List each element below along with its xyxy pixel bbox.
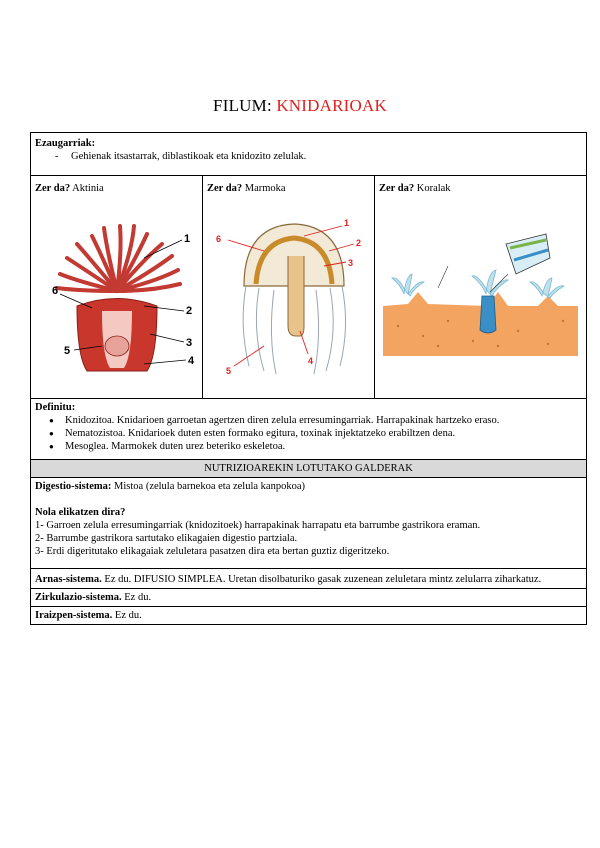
definitu-item: ● Knidozitoa. Knidarioen garroetan agertzen diren zelula erresumingarriak. Harrapakinak hartzeko eraso. — [65, 414, 582, 427]
zirkulazio-text: Ez du. — [124, 592, 152, 603]
koralak-cell — [375, 176, 587, 399]
coral-polyp-section — [480, 296, 496, 333]
coral-zoom-detail — [506, 234, 550, 274]
zirkulazio-cell — [31, 589, 587, 607]
iraizpen-row — [31, 607, 587, 625]
nutrizio-header-row — [31, 460, 587, 478]
page-title — [0, 96, 600, 116]
aktinia-number-5: 5 — [63, 345, 70, 357]
nutrizio-header: NUTRIZIOAREKIN LOTUTAKO GALDERAK — [31, 460, 587, 478]
aktinia-name: Aktinia — [72, 183, 104, 194]
aktinia-number-1: 1 — [183, 233, 190, 245]
aktinia-tentacles — [57, 226, 180, 291]
koralak-name: Koralak — [416, 183, 451, 194]
aktinia-cell — [31, 176, 203, 399]
definitu-row — [31, 399, 587, 460]
iraizpen-text: Ez du. — [114, 610, 142, 621]
marmoka-name: Marmoka — [244, 183, 286, 194]
arnas-cell — [31, 569, 587, 589]
marmoka-question: Zer da? — [207, 183, 243, 194]
iraizpen-cell — [31, 607, 587, 625]
definitu-item: ● Mesoglea. Marmokek duten urez beteriko eskeletoa. — [65, 440, 582, 453]
marmoka-manubrium — [288, 256, 304, 336]
aktinia-number-6: 6 — [51, 285, 58, 297]
images-row — [31, 176, 587, 399]
aktinia-mesentery — [105, 336, 129, 356]
marmoka-number-4: 4 — [307, 356, 313, 366]
digestio-row — [31, 478, 587, 569]
definitu-label: Definitu: — [35, 402, 76, 413]
koralak-illustration — [378, 196, 583, 386]
koralak-question: Zer da? — [379, 183, 415, 194]
ezaugarriak-label: Ezaugarriak: — [35, 138, 96, 149]
nola-step: 2- Barrumbe gastrikora sartutako elikagaien digestio partziala. — [35, 533, 298, 544]
digestio-cell — [31, 478, 587, 569]
digestio-text: Mistoa (zelula barnekoa eta zelula kanpokoa) — [114, 481, 305, 492]
marmoka-illustration — [204, 196, 374, 386]
info-table — [30, 132, 587, 625]
aktinia-question: Zer da? — [35, 183, 71, 194]
ezaugarriak-cell — [31, 133, 587, 176]
marmoka-number-3: 3 — [347, 258, 353, 268]
marmoka-number-2: 2 — [355, 238, 361, 248]
arnas-row — [31, 569, 587, 589]
ezaugarriak-row — [31, 133, 587, 176]
arnas-label: Arnas-sistema. — [35, 574, 102, 585]
definitu-item: ● Nematozistoa. Knidarioek duten esten formako egitura, toxinak injektatzeko erabiltzen dena. — [65, 427, 582, 440]
title-prefix: FILUM: — [213, 96, 277, 115]
arnas-text: Ez du. DIFUSIO SIMPLEA. Uretan disolbaturiko gasak zuzenean zeluletara mintz zelularra ziharkatuz. — [104, 574, 542, 585]
aktinia-number-3: 3 — [185, 337, 192, 349]
digestio-label: Digestio-sistema: — [35, 481, 112, 492]
zirkulazio-row — [31, 589, 587, 607]
ezaugarriak-list — [35, 150, 582, 163]
aktinia-number-4: 4 — [187, 355, 194, 367]
marmoka-number-6: 6 — [215, 234, 221, 244]
iraizpen-label: Iraizpen-sistema. — [35, 610, 113, 621]
aktinia-illustration — [32, 196, 202, 386]
nola-step: 3- Erdi digeritutako elikagaiak zeluletara pasatzen dira eta bertan guztiz digeritzeko. — [35, 546, 390, 557]
nola-label: Nola elikatzen dira? — [35, 507, 126, 518]
aktinia-number-2: 2 — [185, 305, 192, 317]
nola-step: 1- Garroen zelula erresumingarriak (knidozitoek) harrapakinak harrapatu eta barrumbe gastrikora eraman. — [35, 520, 481, 531]
definitu-cell — [31, 399, 587, 460]
zirkulazio-label: Zirkulazio-sistema. — [35, 592, 122, 603]
definitu-list — [35, 414, 582, 453]
ezaugarriak-item: - Gehienak itsastarrak, diblastikoak eta knidozito zelulak. — [71, 150, 582, 163]
marmoka-number-1: 1 — [343, 218, 349, 228]
title-accent: KNIDARIOAK — [276, 96, 387, 115]
marmoka-cell — [203, 176, 375, 399]
marmoka-number-5: 5 — [225, 366, 231, 376]
